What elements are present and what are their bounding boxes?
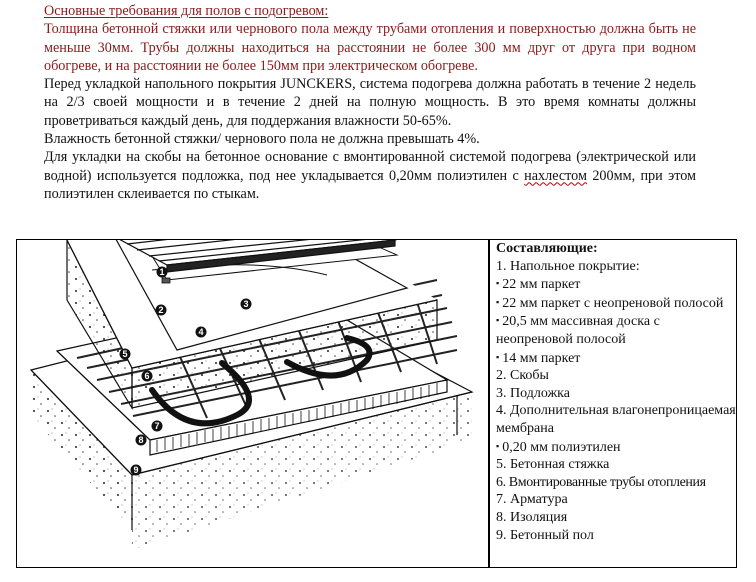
svg-text:7: 7 [154, 421, 160, 431]
marker-4 [196, 327, 207, 338]
junckers-paragraph: Перед укладкой напольного покрытия JUNCKERS, система подогрева должна работать в течение 2 недель на 2/3 своей мощности и в течение 2 дней на полную мощность. В это время комнаты должны проветриваться каждый день, для поддержания влажности 50-65%. [44, 76, 696, 129]
legend-item: 3. Подложка [496, 385, 570, 401]
svg-text:8: 8 [138, 435, 144, 445]
document-text [44, 2, 696, 203]
legend-item: 4. Дополнительная влагонепроницаемая мембрана [496, 403, 736, 436]
legend-item: 8. Изоляция [496, 509, 568, 525]
requirements-paragraph: Толщина бетонной стяжки или чернового пола между трубами отопления и поверхностью должна быть не меньше 30мм. Трубы должны находиться на расстоянии не более 300 мм друг от друга при водном обогреве, и на расстоянии не более 150мм при электрическом обогреве. [44, 21, 696, 74]
spellcheck-flagged-word: нахлестом [524, 167, 587, 184]
bullet-icon: ▪ [496, 296, 500, 307]
legend-item: 7. Арматура [496, 492, 568, 508]
legend-item: 9. Бетонный пол [496, 527, 594, 543]
marker-5 [120, 349, 131, 360]
bullet-icon: ▪ [496, 315, 500, 326]
legend-item: 1. Напольное покрытие: [496, 258, 640, 274]
svg-text:1: 1 [159, 267, 165, 277]
underlay-text-end: 200мм, при этом полиэтилен склеивается по стыкам. [44, 167, 697, 202]
svg-text:2: 2 [158, 305, 164, 315]
legend-item: ▪ 20,5 мм массивная доска с неопреновой полосой [496, 314, 660, 347]
clip [162, 278, 170, 283]
bullet-icon: ▪ [496, 351, 500, 362]
legend-item: ▪ 0,20 мм полиэтилен [496, 439, 621, 455]
diagram-frame [16, 239, 737, 568]
humidity-paragraph: Влажность бетонной стяжки/ чернового пола не должна превышать 4%. [44, 131, 480, 148]
document-heading: Основные требования для полов с подогревом: [44, 3, 329, 19]
marker-3 [241, 299, 252, 310]
svg-text:9: 9 [133, 465, 139, 475]
svg-text:4: 4 [198, 327, 204, 337]
legend-item: ▪ 22 мм паркет с неопреновой полосой [496, 295, 724, 311]
legend-item: 2. Скобы [496, 368, 549, 384]
bullet-icon: ▪ [496, 440, 500, 451]
marker-9 [131, 465, 142, 476]
svg-text:6: 6 [144, 371, 150, 381]
legend-item: 5. Бетонная стяжка [496, 457, 610, 473]
svg-text:3: 3 [243, 299, 249, 309]
marker-1 [157, 267, 168, 278]
svg-text:5: 5 [122, 349, 128, 359]
legend-title: Составляющие: [496, 241, 598, 256]
floor-layers-diagram [17, 240, 488, 567]
legend-item: 6. Вмонтированные трубы отопления [496, 474, 706, 490]
marker-8 [136, 435, 147, 446]
underlay-text-start: Для укладки на скобы на бетонное основание с вмонтированной системой подогрева (электрической или водной) используется подложка, под нее укладывается 0,20мм полиэтилен с [44, 149, 696, 184]
marker-7 [152, 421, 163, 432]
frame-divider [488, 240, 490, 567]
legend-item: ▪ 22 мм паркет [496, 277, 581, 293]
bullet-icon: ▪ [496, 278, 500, 289]
marker-2 [156, 305, 167, 316]
components-legend [496, 240, 736, 544]
floor-cross-section-illustration [17, 240, 488, 567]
legend-item: ▪ 14 мм паркет [496, 350, 581, 366]
underlay-paragraph [44, 148, 696, 203]
marker-6 [142, 371, 153, 382]
